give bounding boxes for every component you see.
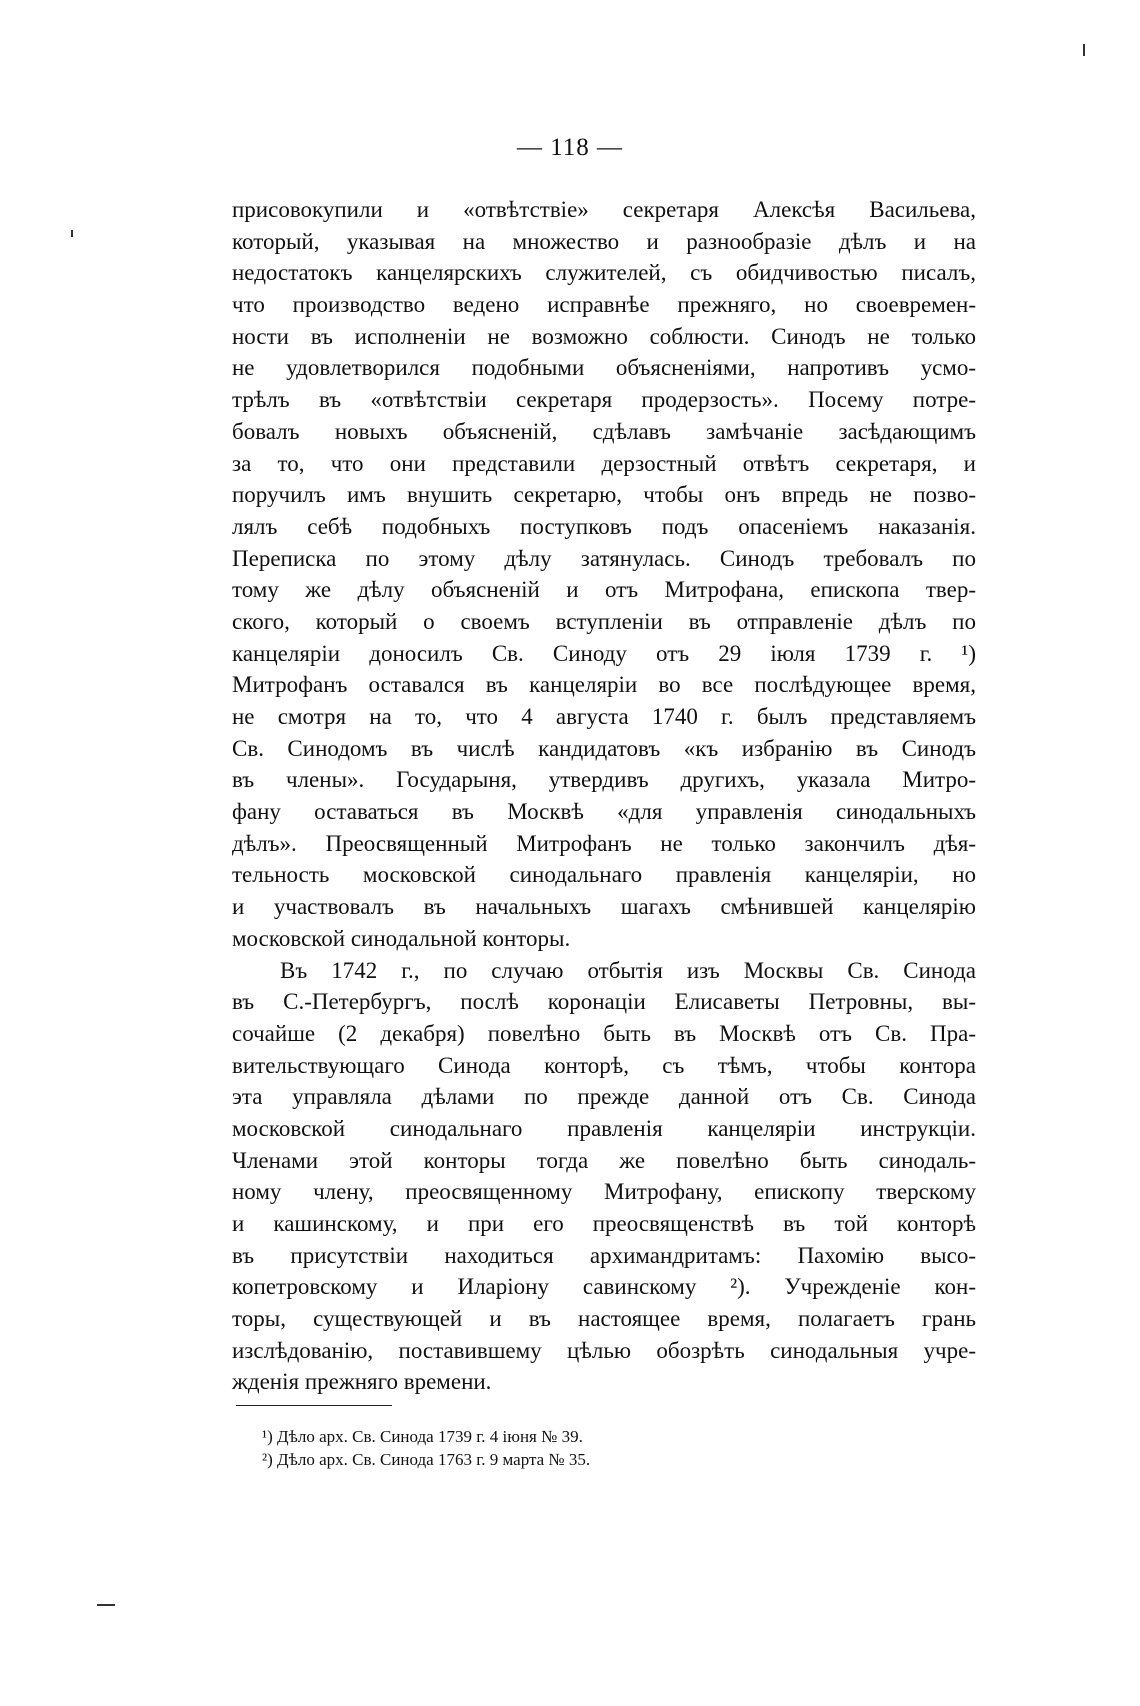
scan-mark [71, 230, 73, 237]
text-line: въ присутствіи находиться архимандритамъ: Пахомію высо- [232, 1242, 976, 1268]
text-line: московской синодальнаго правленія канцеляріи инструкціи. [232, 1115, 976, 1141]
text-line: не удовлетворился подобными объясненіями, напротивъ усмо- [232, 355, 976, 381]
text-line: поручилъ имъ внушить секретарю, чтобы онъ впредь не позво- [232, 482, 976, 508]
text-line: Въ 1742 г., по случаю отбытія изъ Москвы Св. Синода [280, 957, 976, 983]
body-text [232, 194, 976, 1398]
text-line: копетровскому и Иларіону савинскому ²). Учрежденіе кон- [232, 1274, 976, 1300]
text-line: фану оставаться въ Москвѣ «для управленія синодальныхъ [232, 799, 976, 825]
scan-mark [97, 1604, 115, 1606]
text-line: канцеляріи доносилъ Св. Синоду отъ 29 іюля 1739 г. ¹) [232, 640, 976, 666]
text-line: дѣлъ». Преосвященный Митрофанъ не только закончилъ дѣя- [232, 830, 976, 856]
text-line: и участвовалъ въ начальныхъ шагахъ смѣнившей канцелярію [232, 894, 976, 920]
footnote: ¹) Дѣло арх. Св. Синода 1739 г. 4 іюня № 39. [262, 1427, 583, 1446]
footnote-divider [236, 1405, 392, 1406]
footnote: ²) Дѣло арх. Св. Синода 1763 г. 9 марта № 35. [262, 1450, 591, 1469]
text-line: вительствующаго Синода конторѣ, съ тѣмъ, чтобы контора [232, 1052, 976, 1078]
text-line: изслѣдованію, поставившему цѣлью обозрѣть синодальныя учре- [232, 1337, 976, 1363]
page-number: — 118 — [516, 134, 624, 161]
text-line: присовокупили и «отвѣтствіе» секретаря Алексѣя Васильева, [232, 197, 976, 222]
text-line: Св. Синодомъ въ числѣ кандидатовъ «къ избранію въ Синодъ [232, 735, 976, 761]
text-line: Членами этой конторы тогда же повелѣно быть синодаль- [232, 1147, 976, 1173]
text-line: ности въ исполненіи не возможно соблюсти. Синодъ не только [232, 323, 976, 349]
text-line: московской синодальной конторы. [232, 925, 571, 951]
scan-mark [1083, 44, 1085, 56]
text-line: трѣлъ въ «отвѣтствіи секретаря продерзость». Посему потре- [232, 387, 976, 413]
text-line: жденія прежняго времени. [232, 1369, 492, 1395]
text-line: недостатокъ канцелярскихъ служителей, съ обидчивостью писалъ, [232, 260, 976, 286]
text-line: сочайше (2 декабря) повелѣно быть въ Москвѣ отъ Св. Пра- [232, 1020, 976, 1046]
text-line: торы, существующей и въ настоящее время, полагаетъ грань [232, 1306, 976, 1332]
text-line: ского, который о своемъ вступленіи въ отправленіе дѣлъ по [232, 608, 976, 634]
text-line: что производство ведено исправнѣе прежняго, но своевремен- [232, 292, 976, 318]
text-line: въ члены». Государыня, утвердивъ другихъ, указала Митро- [232, 767, 976, 793]
text-line: въ С.-Петербургъ, послѣ коронаціи Елисаветы Петровны, вы- [232, 989, 976, 1015]
text-line: Переписка по этому дѣлу затянулась. Синодъ требовалъ по [232, 545, 976, 571]
text-line: за то, что они представили дерзостный отвѣтъ секретаря, и [232, 450, 976, 476]
text-line: и кашинскому, и при его преосвященствѣ въ той конторѣ [232, 1211, 976, 1236]
text-line: лялъ себѣ подобныхъ поступковъ подъ опасеніемъ наказанія. [232, 513, 976, 539]
text-line: эта управляла дѣлами по прежде данной отъ Св. Синода [232, 1084, 976, 1110]
text-line: ному члену, преосвященному Митрофану, епископу тверскому [232, 1179, 976, 1205]
text-line: который, указывая на множество и разнообразіе дѣлъ и на [232, 228, 976, 254]
text-line: Митрофанъ оставался въ канцеляріи во все послѣдующее время, [232, 672, 976, 698]
text-line: тельность московской синодальнаго правленія канцеляріи, но [232, 862, 976, 888]
text-line: не смотря на то, что 4 августа 1740 г. былъ представляемъ [232, 704, 976, 729]
footnotes [262, 1425, 862, 1471]
text-line: бовалъ новыхъ объясненій, сдѣлавъ замѣчаніе засѣдающимъ [232, 418, 976, 444]
text-line: тому же дѣлу объясненій и отъ Митрофана, епископа твер- [232, 577, 976, 603]
